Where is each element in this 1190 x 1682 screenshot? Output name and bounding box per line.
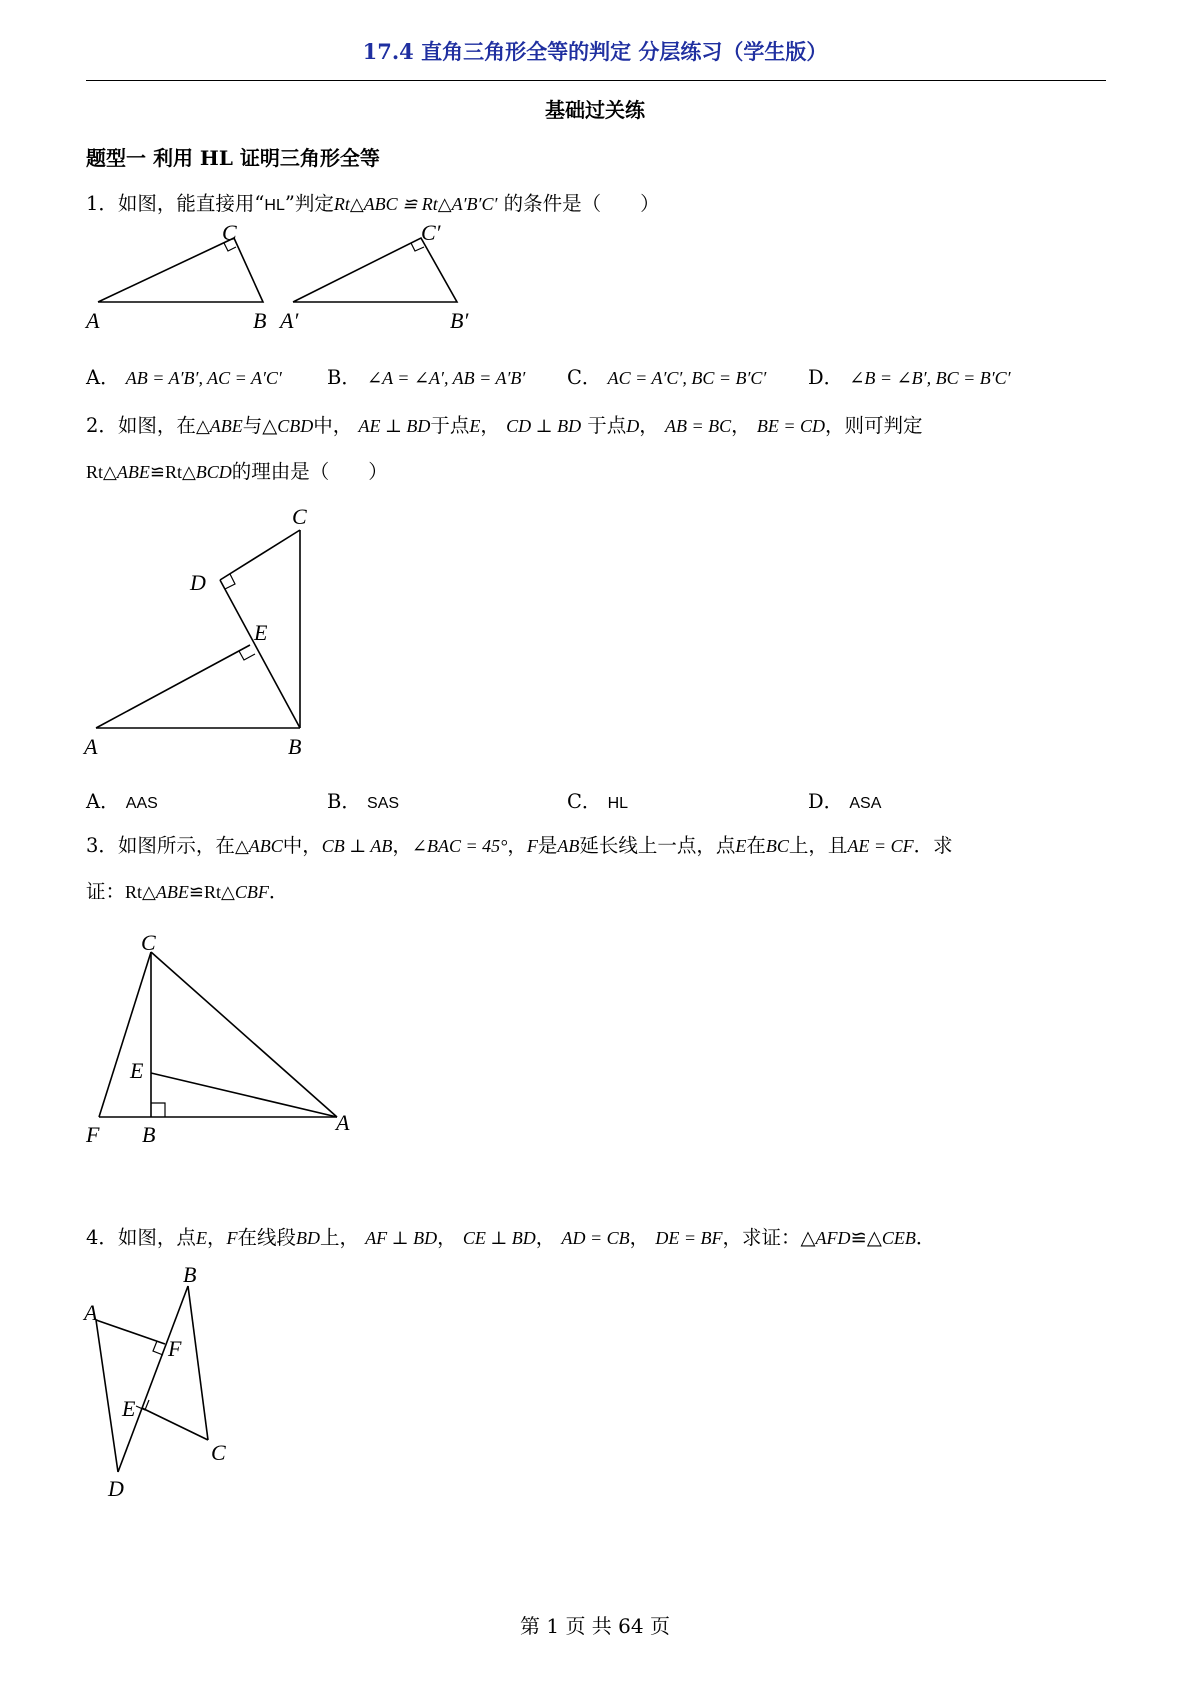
label-d: D	[108, 1476, 124, 1498]
label-b: B	[288, 734, 302, 759]
question-type-heading: 题型一 利用 HL 证明三角形全等	[86, 146, 380, 170]
question-3-figure	[80, 920, 370, 1150]
figure-2-lines	[96, 530, 300, 728]
label-f: F	[168, 1336, 182, 1361]
question-4-stem: 4．如图，点E，F在线段BD上， AF ⊥ BD， CE ⊥ BD， AD = CB， DE = BF，求证：△AFD≌△CEB．	[86, 1226, 936, 1249]
question-2-option-c[interactable]: C． HL	[567, 790, 629, 813]
label-e: E	[254, 620, 268, 645]
triangle-a2b2c2	[293, 238, 457, 302]
label-b: B	[142, 1122, 156, 1147]
label-b: B	[253, 308, 267, 333]
label-c: C	[292, 504, 307, 529]
question-2-option-b[interactable]: B． SAS	[327, 790, 400, 813]
question-2-option-d[interactable]: D． ASA	[808, 790, 882, 813]
label-c-prime: C′	[421, 222, 441, 245]
label-c: C	[222, 222, 237, 245]
label-e: E	[130, 1058, 144, 1083]
label-c: C	[211, 1440, 226, 1465]
question-1-stem: 1．如图，能直接用“HL”判定Rt△ABC ≌ Rt△A′B′C′ 的条件是（ ）	[86, 192, 660, 215]
header-divider	[86, 80, 1106, 81]
label-a: A	[84, 1300, 98, 1325]
question-2-figure	[80, 500, 340, 760]
figure-4-lines	[96, 1286, 208, 1472]
figure-3-lines	[99, 952, 337, 1117]
label-b-prime: B′	[450, 308, 469, 333]
label-b: B	[183, 1262, 197, 1287]
question-2-stem-line-1: 2．如图，在△ABE与△CBD中， AE ⊥ BD于点E， CD ⊥ BD 于点D， AB = BC， BE = CD，则可判定	[86, 414, 923, 437]
page-title: 17.4 直角三角形全等的判定 分层练习（学生版）	[362, 39, 828, 64]
label-d: D	[190, 570, 206, 595]
question-1-option-c[interactable]: C． AC = A′C′, BC = B′C′	[567, 366, 767, 389]
question-2-option-a[interactable]: A． AAS	[86, 790, 158, 813]
label-e: E	[122, 1396, 136, 1421]
triangle-abc	[98, 238, 263, 302]
question-3-stem-line-2: 证：Rt△ABE≌Rt△CBF．	[86, 880, 289, 903]
label-f: F	[86, 1122, 100, 1147]
label-a: A	[336, 1110, 350, 1135]
label-a-prime: A′	[280, 308, 299, 333]
label-c: C	[141, 930, 156, 955]
question-1-option-b[interactable]: B． ∠A = ∠A′, AB = A′B′	[327, 366, 526, 389]
section-heading: 基础过关练	[545, 98, 645, 122]
question-4-figure	[80, 1262, 260, 1498]
question-1-figure	[80, 222, 500, 342]
label-a: A	[84, 734, 98, 759]
question-2-stem-line-2: Rt△ABE≌Rt△BCD的理由是（ ）	[86, 460, 388, 483]
question-3-stem-line-1: 3．如图所示，在△ABC中，CB ⊥ AB，∠BAC = 45°，F是AB延长线上一点，点E在BC上，且AE = CF．求	[86, 834, 953, 857]
page-footer: 第 1 页 共 64 页	[520, 1614, 670, 1638]
question-1-option-a[interactable]: A． AB = A′B′, AC = A′C′	[86, 366, 282, 389]
label-a: A	[86, 308, 100, 333]
question-1-option-d[interactable]: D． ∠B = ∠B′, BC = B′C′	[808, 366, 1011, 389]
